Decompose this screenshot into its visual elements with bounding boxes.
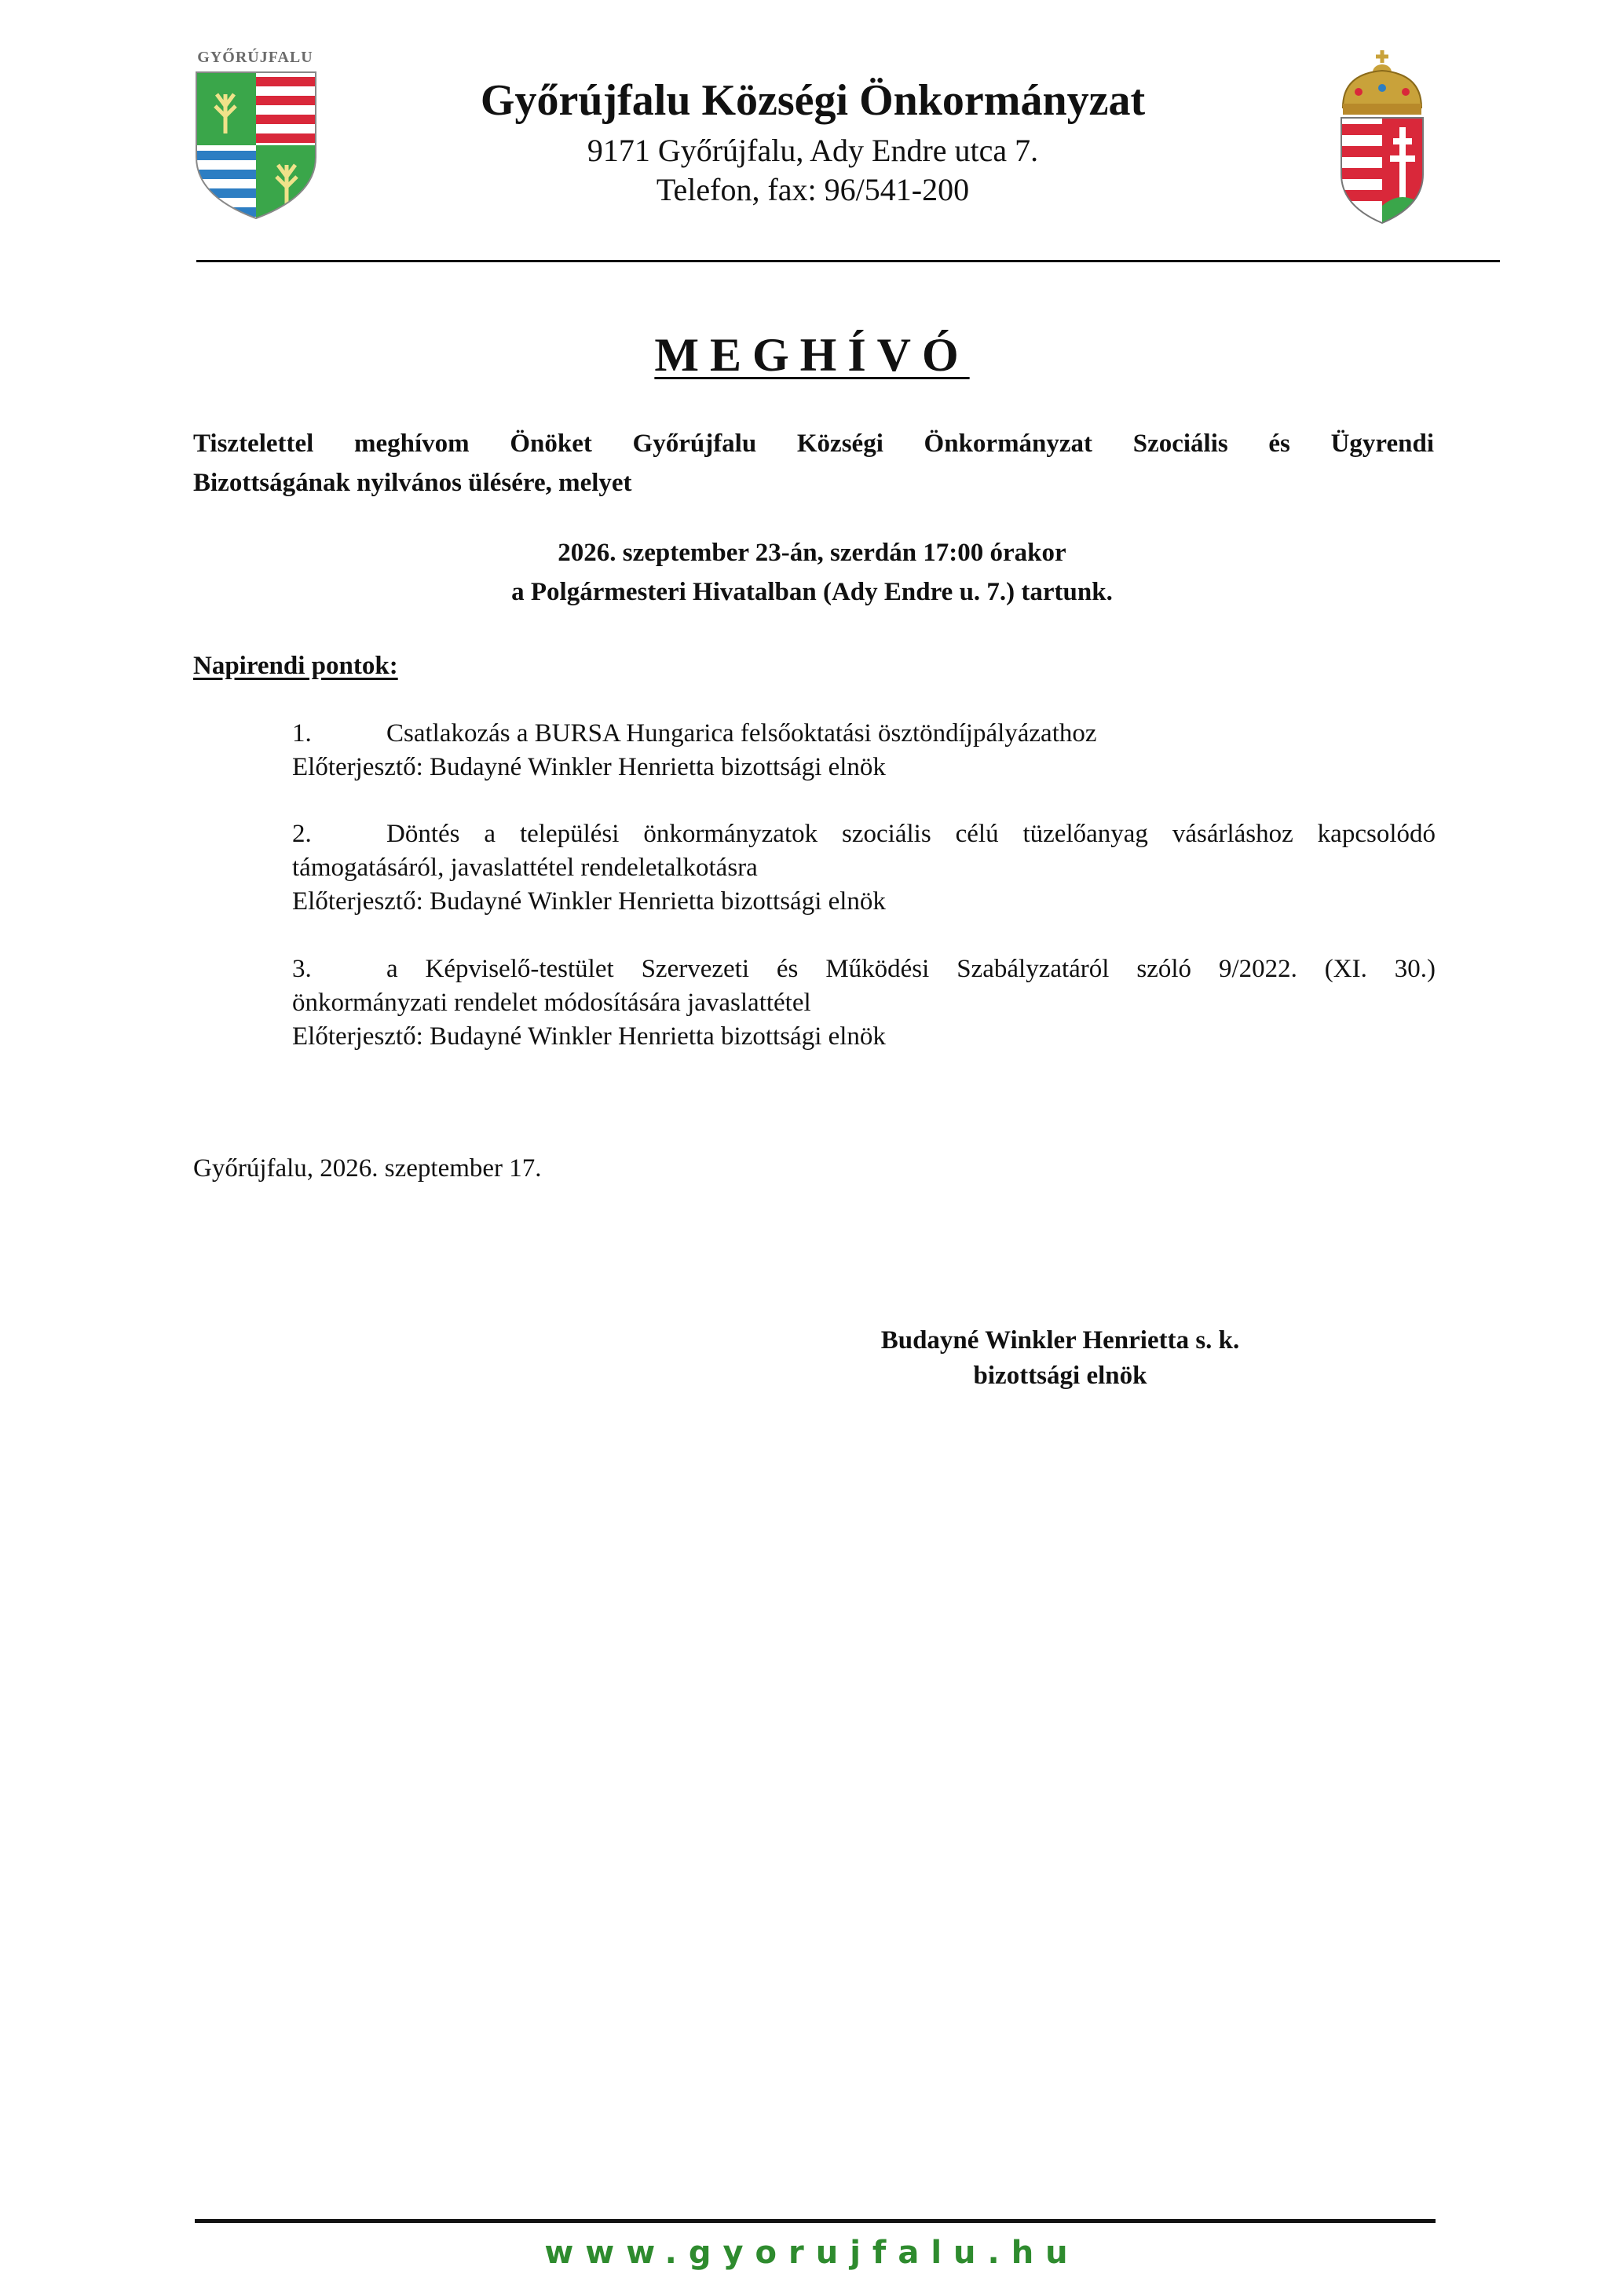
footer-website: www.gyorujfalu.hu [544, 2235, 1080, 2271]
organization-address: 9171 Győrújfalu, Ady Endre utca 7. [587, 133, 1039, 168]
agenda-item [292, 817, 1436, 919]
invitation-intro [193, 424, 1434, 503]
place-and-date: Győrújfalu, 2026. szeptember 17. [193, 1154, 542, 1183]
agenda-item-presenter: Előterjesztő: Budayné Winkler Henrietta bizottsági elnök [292, 753, 886, 781]
agenda-item-number: 3. [292, 955, 312, 983]
agenda-item-text-continued: önkormányzati rendelet módosítására javaslattétel [292, 989, 811, 1017]
organization-name: Győrújfalu Községi Önkormányzat [480, 76, 1146, 125]
agenda-item-text: Csatlakozás a BURSA Hungarica felsőoktatási ösztöndíjpályázathoz [386, 719, 1097, 748]
signatory-title: bizottsági elnök [973, 1362, 1147, 1390]
header-divider [196, 260, 1500, 262]
agenda-item-text: Döntés a települési önkormányzatok szociális célú tüzelőanyag vásárláshoz kapcsolódó [386, 820, 1436, 848]
agenda-item [292, 952, 1436, 1054]
crest-label: GYŐRÚJFALU [197, 49, 313, 66]
agenda-item-text-continued: támogatásáról, javaslattétel rendeletalkotásra [292, 854, 758, 882]
agenda-item [292, 717, 1436, 784]
intro-line-2: Bizottságának nyilvános ülésére, melyet [193, 469, 632, 497]
agenda-item-number: 1. [292, 719, 312, 748]
agenda-item-presenter: Előterjesztő: Budayné Winkler Henrietta bizottsági elnök [292, 1022, 886, 1051]
organization-phone: Telefon, fax: 96/541-200 [656, 172, 970, 207]
signatory-name: Budayné Winkler Henrietta s. k. [880, 1326, 1240, 1355]
intro-line-1: Tisztelettel meghívom Önöket Győrújfalu Községi Önkormányzat Szociális és Ügyrendi [193, 430, 1434, 458]
footer-divider [195, 2219, 1436, 2223]
document-title: MEGHÍVÓ [654, 329, 970, 381]
agenda-item-text: a Képviselő-testület Szervezeti és Működési Szabályzatáról szóló 9/2022. (XI. 30.) [386, 955, 1436, 983]
meeting-location: a Polgármesteri Hivatalban (Ady Endre u. 7.) tartunk. [511, 578, 1113, 606]
agenda-item-presenter: Előterjesztő: Budayné Winkler Henrietta bizottsági elnök [292, 887, 886, 916]
agenda-heading: Napirendi pontok: [193, 652, 398, 680]
meeting-datetime: 2026. szeptember 23-án, szerdán 17:00 órakor [558, 539, 1066, 567]
signature-block [785, 1323, 1335, 1394]
agenda-item-number: 2. [292, 820, 312, 848]
